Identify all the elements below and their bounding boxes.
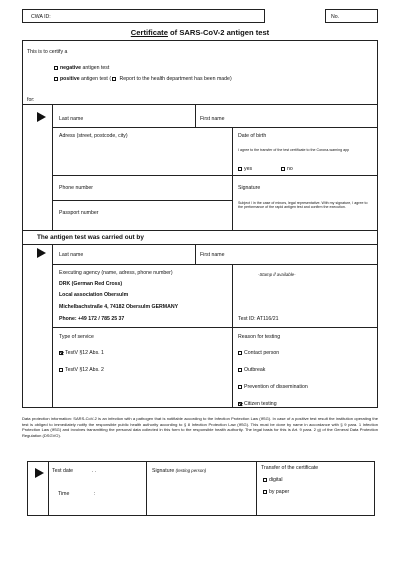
- paper-option[interactable]: [263, 489, 289, 495]
- agency-phone: Phone: +49 172 / 785 25 37: [59, 316, 125, 322]
- service-2-option[interactable]: [59, 367, 104, 373]
- positive-bold: positive: [60, 76, 80, 82]
- positive-rest: antigen test (: [79, 76, 112, 82]
- negative-rest: antigen test: [81, 65, 110, 71]
- reason-4-label: Citizen testing: [244, 401, 277, 407]
- negative-option[interactable]: [54, 65, 109, 71]
- service-label: Type of service: [59, 334, 94, 340]
- reason-3-label: Prevention of dissemination: [244, 384, 308, 390]
- reason-2-label: Outbreak: [244, 367, 266, 373]
- divider-carried-top: [22, 244, 378, 245]
- arrow-right-icon-3: [35, 468, 44, 478]
- digital-option[interactable]: [263, 477, 283, 483]
- service-2-checkbox[interactable]: [59, 368, 63, 372]
- stamp-label: -Stamp if available-: [258, 272, 296, 277]
- divider-carried-out: [22, 230, 378, 231]
- footer-signature-label: Signature: [152, 468, 175, 474]
- reason-1-checkbox[interactable]: [238, 351, 242, 355]
- signature-label: Signature: [238, 185, 261, 191]
- test-id: Test ID: AT116/21: [238, 316, 279, 322]
- title-underlined: Certificate: [130, 28, 168, 37]
- carried-out-heading: The antigen test was carried out by: [37, 234, 144, 241]
- certify-intro: This is to certify a: [27, 49, 68, 55]
- time-colon: :: [94, 491, 96, 497]
- transfer-label: Transfer of the certificate: [261, 465, 319, 471]
- row-line-5: [52, 327, 378, 328]
- col-line-right-2: [232, 264, 233, 408]
- row-line-4: [52, 264, 378, 265]
- divider-for: [22, 104, 378, 105]
- time-label: Time: [58, 491, 70, 497]
- reason-1-label: Contact person: [244, 350, 280, 356]
- footer-col-1: [48, 461, 49, 516]
- title-rest: of SARS-CoV-2 antigen test: [167, 28, 270, 37]
- agency-label: Executing agency (name, adress, phone number): [59, 270, 173, 276]
- carried-left-border: [52, 244, 53, 408]
- number-box[interactable]: [325, 9, 378, 23]
- passport-label: Passport number: [59, 210, 99, 216]
- col-line-name: [195, 104, 196, 127]
- person-left-border: [52, 104, 53, 230]
- cwa-no-option[interactable]: [281, 166, 293, 172]
- phone-label: Phone number: [59, 185, 94, 191]
- yes-checkbox[interactable]: [238, 167, 242, 171]
- footer-col-2: [146, 461, 147, 516]
- negative-bold: negative: [60, 65, 82, 71]
- col-line-right: [232, 127, 233, 230]
- agency-street: Michelbachstraße 4, 74182 Obersulm GERMANY: [59, 304, 179, 310]
- for-label: for:: [27, 97, 35, 103]
- cwa-id-label: CWA ID:: [31, 14, 51, 20]
- cwa-id-box[interactable]: [22, 9, 265, 23]
- footer-col-3: [256, 461, 257, 516]
- service-1-checkbox[interactable]: [59, 351, 63, 355]
- positive-report: Report to the health department has been made): [118, 76, 232, 82]
- no-label: no: [287, 166, 293, 172]
- reason-label: Reason for testing: [238, 334, 281, 340]
- footer-signature: [152, 468, 206, 474]
- minors-note: Subject / in the case of minors, legal representative. With my signature, I agree to the performance of the rapid antigen test and confirm the execution.: [238, 201, 368, 210]
- reason-4-checkbox[interactable]: [238, 402, 242, 406]
- page-title: [0, 28, 400, 37]
- cwa-agree-text: I agree to the transfer of the test certificate to the Corona-warning app: [238, 148, 350, 152]
- positive-option[interactable]: [54, 76, 232, 82]
- test-date-label: Test date: [52, 468, 74, 474]
- data-protection-text: Data protection information: SARS-CoV-2 is an infection with a pathogen that is notifiable according to the Infection Protection Law (IfSG). In case of a positive test result the institution operating the test is obliged to immediately notify the responsible public health authority according to § 8 Infection Protection Law (IfSG). This must be done by name in accordance with § 9 para. 1 Infection Protection Law (IfSG) and involves transmitting the personal data collected in this form to the responsible health authority. The legal basis for this is Art. 9 para. 2 g) of the General Data Protection Regulation (DSGVO).: [22, 416, 378, 438]
- arrow-right-icon: [37, 112, 46, 122]
- reason-3-checkbox[interactable]: [238, 385, 242, 389]
- arrow-right-icon-2: [37, 248, 46, 258]
- yes-label: yes: [244, 166, 253, 172]
- service-1-option[interactable]: [59, 350, 104, 356]
- row-line-2: [52, 175, 378, 176]
- service-2-label: TestV §12 Abs. 2: [65, 367, 104, 373]
- operator-last-name: Last name: [59, 252, 84, 258]
- report-checkbox[interactable]: [112, 77, 116, 81]
- row-line-3: [52, 200, 232, 201]
- no-checkbox[interactable]: [281, 167, 285, 171]
- first-name-label: First name: [200, 116, 225, 122]
- reason-1-option[interactable]: [238, 350, 279, 356]
- reason-2-checkbox[interactable]: [238, 368, 242, 372]
- operator-first-name: First name: [200, 252, 225, 258]
- number-label: No.: [331, 14, 340, 20]
- digital-checkbox[interactable]: [263, 478, 267, 482]
- digital-label: digital: [269, 477, 283, 483]
- service-1-label: TestV §12 Abs. 1: [65, 350, 104, 356]
- col-line-name-2: [195, 244, 196, 264]
- last-name-label: Last name: [59, 116, 84, 122]
- positive-checkbox[interactable]: [54, 77, 58, 81]
- test-date-dots: . .: [92, 468, 97, 474]
- address-label: Adress (street, postcode, city): [59, 133, 128, 139]
- reason-4-option[interactable]: [238, 401, 277, 407]
- reason-3-option[interactable]: [238, 384, 308, 390]
- agency-name: DRK (German Red Cross): [59, 281, 123, 287]
- row-line-1: [52, 127, 378, 128]
- cwa-yes-option[interactable]: [238, 166, 252, 172]
- agency-local: Local association Obersulm: [59, 292, 129, 298]
- dob-label: Date of birth: [238, 133, 267, 139]
- reason-2-option[interactable]: [238, 367, 265, 373]
- negative-checkbox[interactable]: [54, 66, 58, 70]
- footer-signature-italic: (testing person): [175, 468, 207, 473]
- paper-label: by paper: [269, 489, 290, 495]
- paper-checkbox[interactable]: [263, 490, 267, 494]
